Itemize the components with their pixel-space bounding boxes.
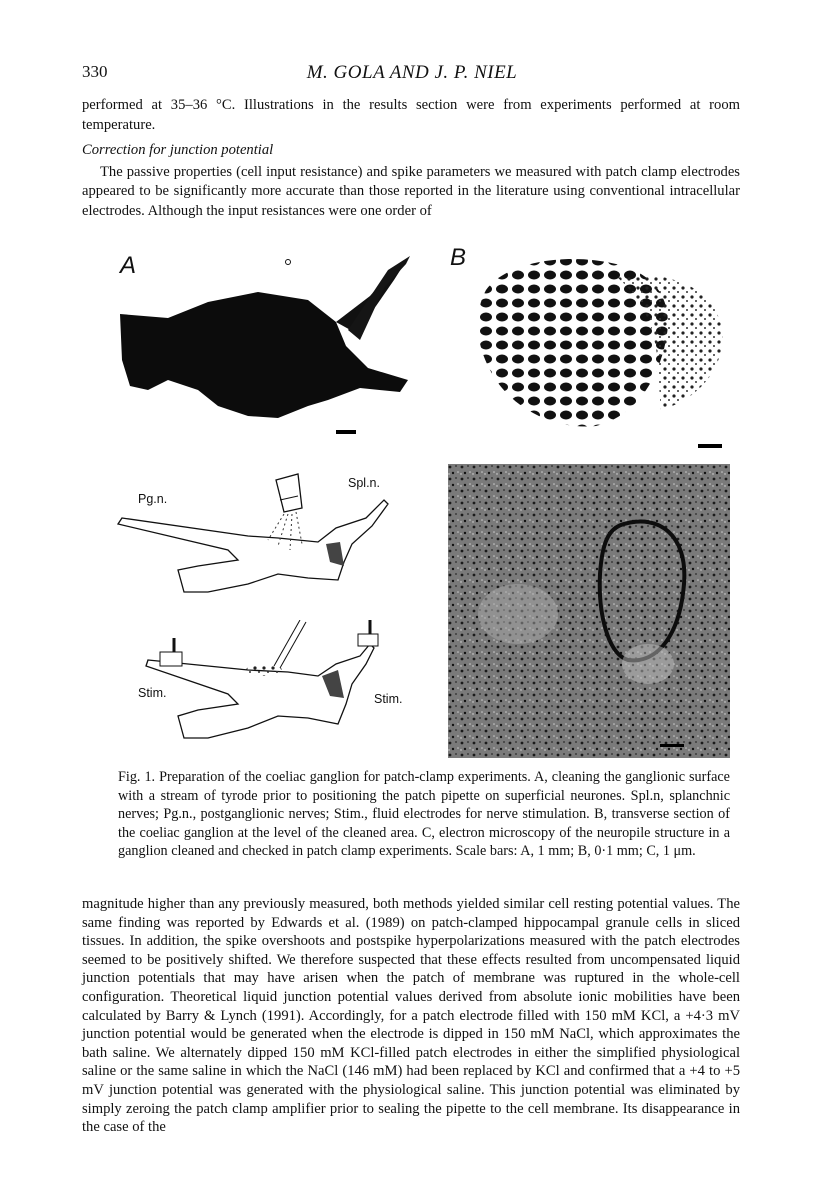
- figure-1: [108, 240, 738, 760]
- label-spln: Spl.n.: [348, 476, 380, 490]
- top-body-text: [82, 96, 740, 222]
- running-header: [82, 62, 742, 86]
- label-stim-left: Stim.: [138, 686, 167, 700]
- figure-caption: [118, 768, 730, 861]
- section-photo: [446, 240, 728, 450]
- ganglion-diagram-1: [108, 470, 418, 610]
- running-authors: M. GOLA AND J. P. NIEL: [306, 62, 518, 83]
- panel-b-section: [446, 240, 728, 450]
- label-pgn: Pg.n.: [138, 492, 168, 506]
- label-stim-right: Stim.: [374, 692, 403, 706]
- ganglion-diagram-2: [108, 620, 418, 760]
- diagram-stimulation: [108, 620, 418, 760]
- section-subheading: Correction for junction potential: [82, 142, 274, 159]
- caption-text: Preparation of the coeliac ganglion for patch-clamp experiments. A, cleaning the ganglionic surface with a stream of tyrode prior to positioning the patch pipette on superficial neurones. Spl.n, splanchnic nerves; Pg.n., postganglionic nerves; Stim., fluid electrodes for nerve stimulation. B, transverse section of the coeliac ganglion at the level of the cleaned area. C, electron microscopy of the neuropile structure in a ganglion cleaned and checked in patch clamp experiments. Scale bars: A, 1 mm; B, 0·1 mm; C, 1 μm.: [118, 769, 730, 860]
- panel-b-label: B: [450, 244, 467, 271]
- ganglion-photo: [108, 240, 418, 450]
- caption-lead: Fig. 1.: [118, 769, 156, 785]
- diagram-cleaning: [108, 470, 418, 610]
- paragraph-methods-end: performed at 35–36 °C. Illustrations in the results section were from experiments performed at room temperature.: [82, 97, 740, 133]
- micrograph-texture: [448, 464, 730, 758]
- panel-a-label: A: [120, 252, 137, 279]
- panel-a-photo: [108, 240, 418, 450]
- paragraph-junction-intro: The passive properties (cell input resistance) and spike parameters we measured with patch clamp electrodes appeared to be significantly more accurate than those reported in the literature using conventional intracellular electrodes. Although the input resistances were one order of: [82, 163, 740, 219]
- page-number: 330: [82, 62, 108, 81]
- panel-c-micrograph: [448, 464, 730, 758]
- bottom-body-text: magnitude higher than any previously measured, both methods yielded similar cell resting potential values. The same finding was reported by Edwards et al. (1989) on patch-clamped hippocampal granule cells in sliced tissues. In addition, the spike overshoots and postspike hyperpolarizations measured with the patch electrodes seemed to be positively shifted. We therefore suspected that these effects resulted from uncompensated liquid junction potentials that may have arisen when the patch of membrane was ruptured in the whole-cell configuration. Theoretical liquid junction potential values derived from absolute ionic mobilities have been calculated by Barry & Lynch (1991). Accordingly, for a patch electrode filled with 150 mM KCl, a +4·3 mV junction potential would be generated when the electrode is dipped in 150 mM NaCl, which approximates the bath saline. We alternately dipped 150 mM KCl-filled patch electrodes in either the simplified physiological saline or the same saline in which the NaCl (146 mM) had been replaced by KCl and confirmed that a +4 to +5 mV junction potential was generated with the physiological saline. This junction potential was eliminated by simply zeroing the patch clamp amplifier prior to sealing the pipette to the cell membrane. Its disappearance in the case of the: [82, 896, 740, 1136]
